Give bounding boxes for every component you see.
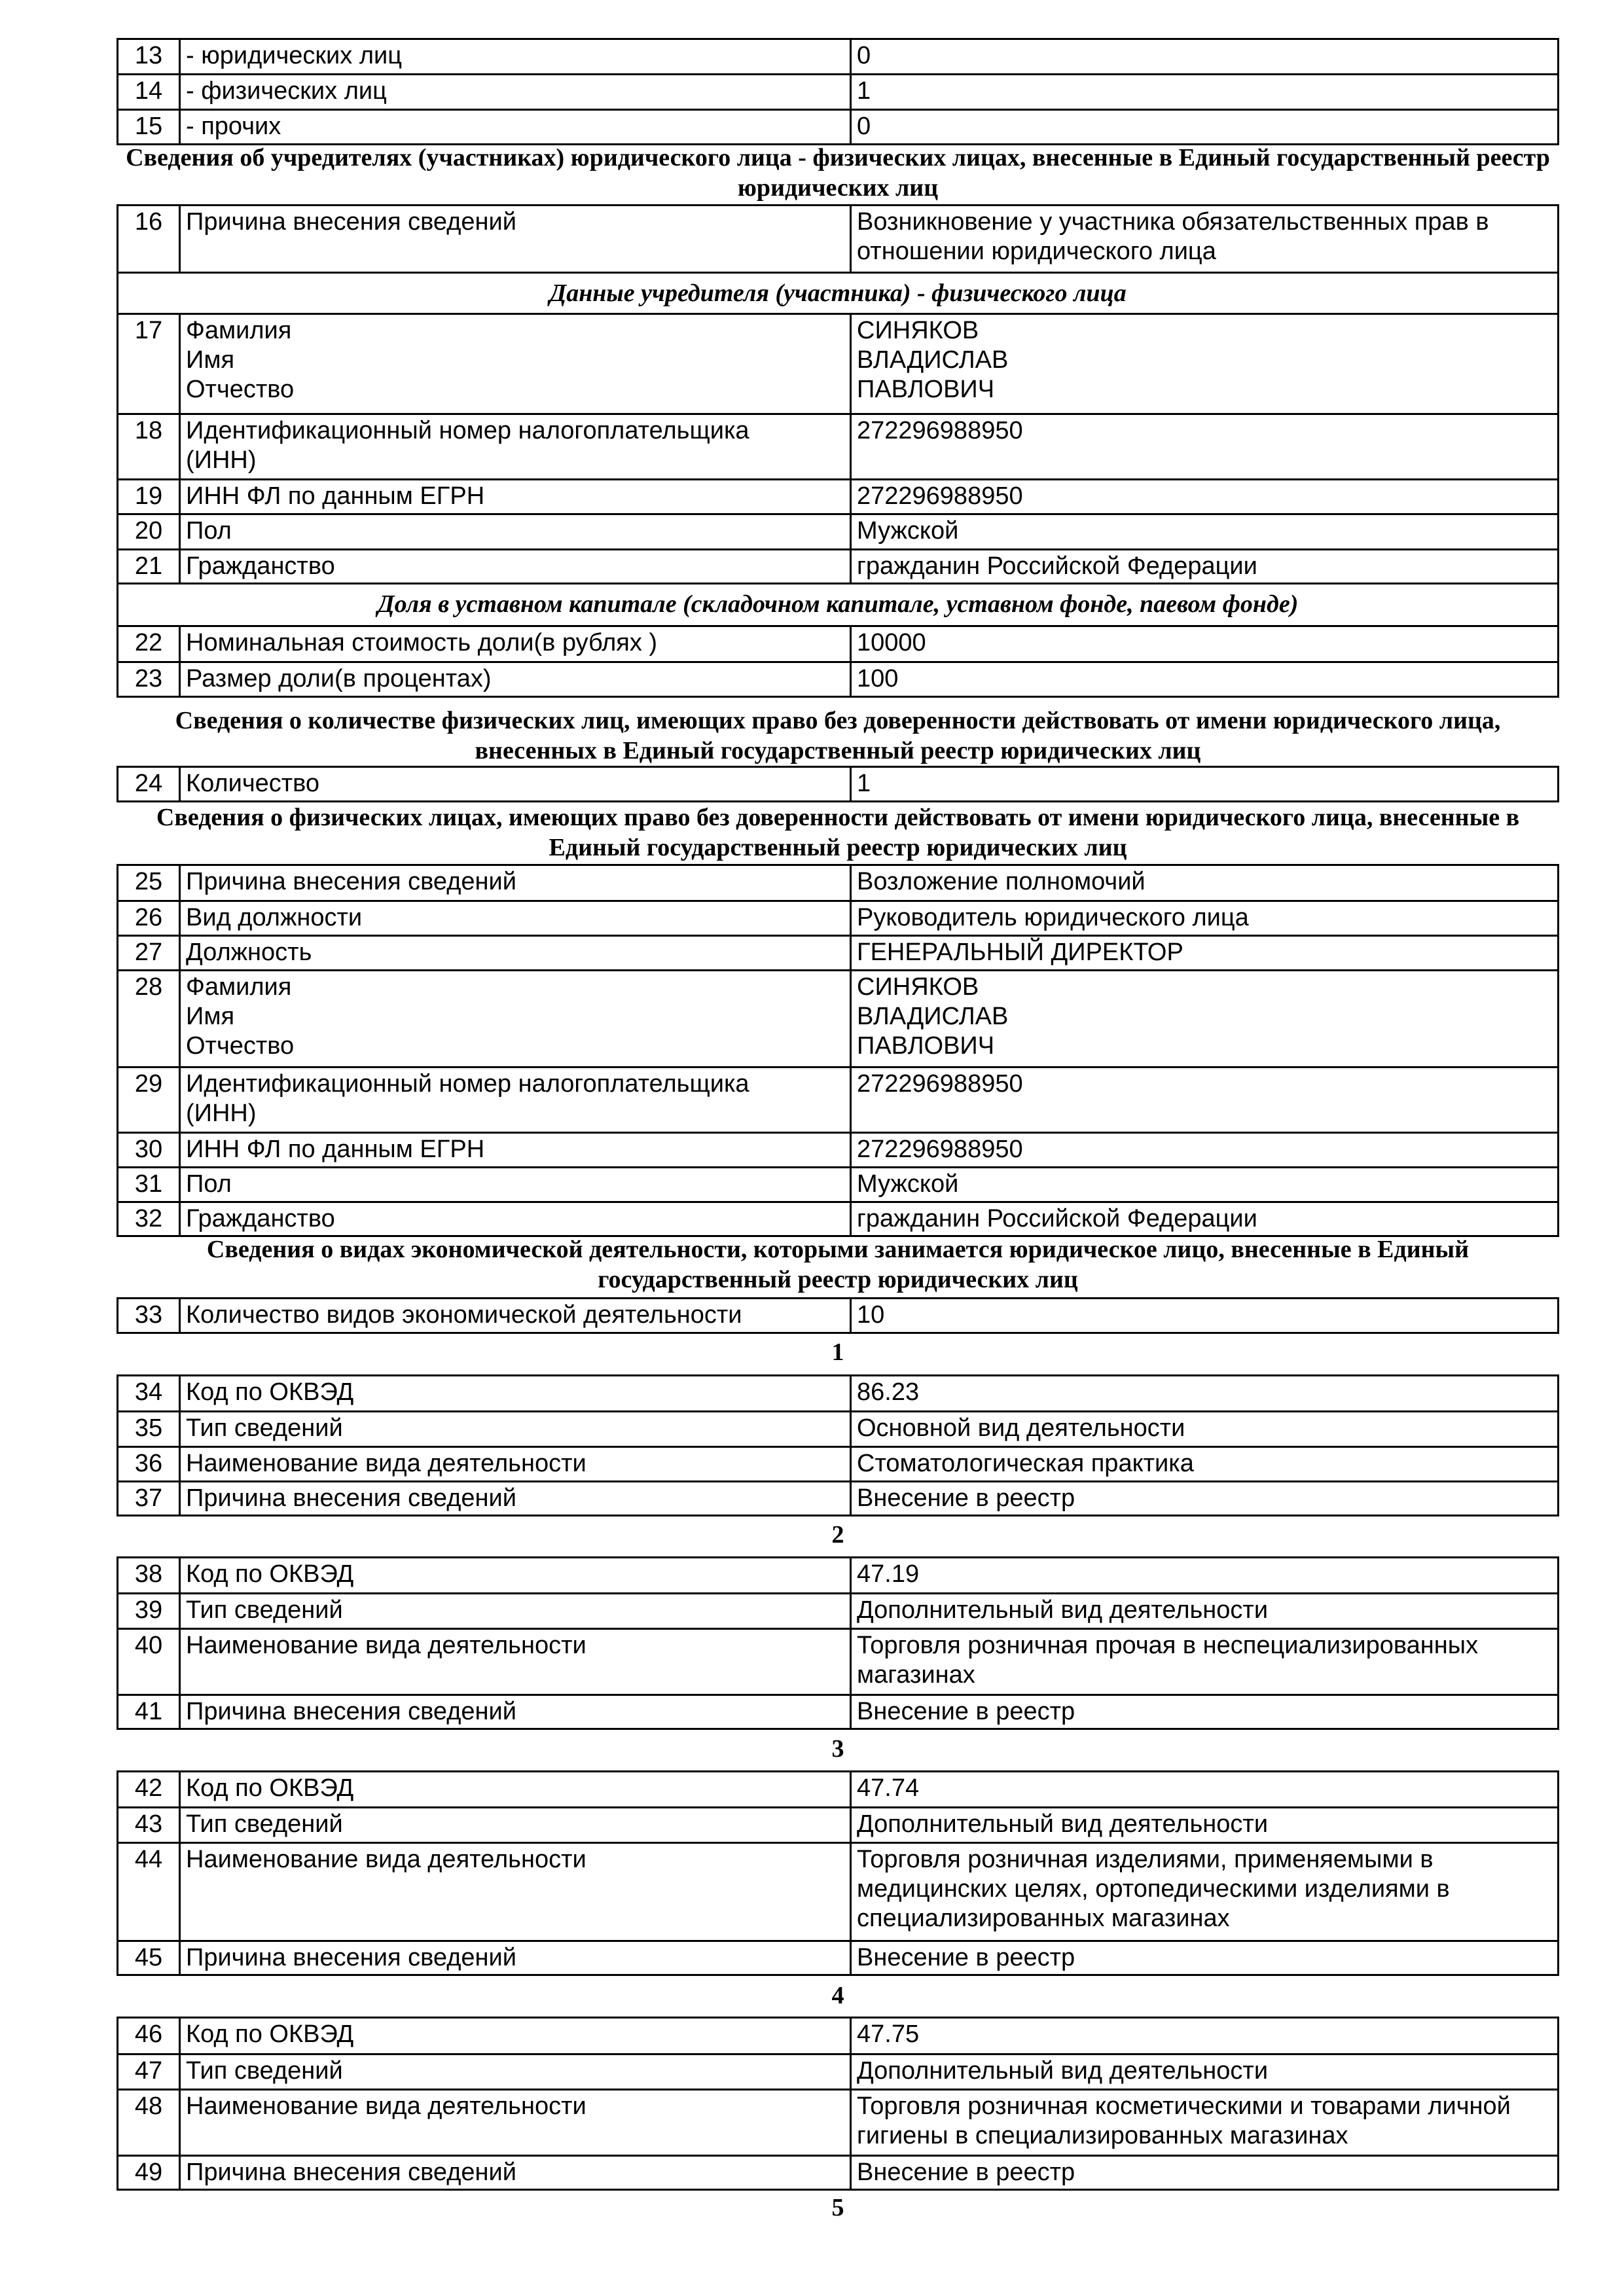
table-owners-count [117,38,1559,145]
row-number: 46 [118,2018,181,2053]
table-row [118,206,1557,272]
row-value: ГЕНЕРАЛЬНЫЙ ДИРЕКТОР [857,939,1183,966]
row-number: 21 [118,550,181,583]
row-label [181,415,852,478]
row-value: 272296988950 [857,1136,1023,1163]
value-line: ВЛАДИСЛАВ [857,346,1009,374]
label-line: Идентификационный номер налогоплательщика [186,417,749,444]
row-label: Должность [181,937,852,969]
row-value: 1 [857,770,871,797]
table-row [118,1166,1557,1201]
row-value [852,206,1557,272]
table-row [118,900,1557,935]
value-line: магазинах [857,1661,975,1689]
activity-index: 5 [831,2194,844,2221]
row-label: - юридических лиц [181,40,852,73]
row-number: 27 [118,937,181,969]
row-number: 30 [118,1134,181,1166]
label-line: Фамилия [186,973,292,1001]
row-value: 1 [857,77,871,105]
table-row [118,1694,1557,1728]
row-label: Наименование вида деятельности [181,2090,852,2155]
table-founder [117,204,1559,698]
table-activity [117,1556,1559,1730]
activity-index: 1 [831,1338,844,1366]
value-line: ВЛАДИСЛАВ [857,1003,1009,1030]
row-number: 42 [118,1772,181,1806]
row-number: 33 [118,1299,181,1332]
row-value [852,2090,1557,2155]
row-value: Внесение в реестр [857,1484,1075,1512]
row-value: 10 [857,1301,885,1329]
table-row [118,768,1557,800]
row-value: Дополнительный вид деятельности [857,2057,1269,2085]
value-line: медицинских целях, ортопедическими изделиями в [857,1875,1450,1903]
row-value: Мужской [857,1170,959,1198]
row-label: Пол [181,515,852,548]
label-line: Идентификационный номер налогоплательщика [186,1070,749,1098]
row-number: 49 [118,2157,181,2189]
row-label: Причина внесения сведений [181,1696,852,1728]
activity-index: 4 [831,1982,844,2009]
row-value: Руководитель юридического лица [857,904,1249,931]
row-number: 19 [118,480,181,513]
value-line: Торговля розничная прочая в неспециализированных [857,1632,1479,1659]
table-activity [117,1770,1559,1976]
row-label: Тип сведений [181,1594,852,1628]
row-number: 31 [118,1168,181,1201]
row-label: Код по ОКВЭД [181,1376,852,1410]
value-line: специализированных магазинах [857,1905,1230,1932]
row-label: Причина внесения сведений [181,2157,852,2189]
row-label [181,1068,852,1132]
label-line: Отчество [186,376,295,403]
row-value: Основной вид деятельности [857,1414,1185,1442]
row-value: Возложение полномочий [857,868,1146,895]
value-line: СИНЯКОВ [857,317,979,344]
table-row [118,73,1557,109]
row-number: 18 [118,415,181,478]
row-label: Наименование вида деятельности [181,1844,852,1940]
table-director [117,864,1559,1237]
row-label: Размер доли(в процентах) [181,663,852,696]
table-row [118,1806,1557,1842]
row-label [181,971,852,1066]
row-value: 47.75 [857,2020,920,2048]
row-number: 25 [118,866,181,900]
row-value: Стоматологическая практика [857,1450,1194,1477]
table-activity [117,1374,1559,1516]
row-number: 22 [118,627,181,661]
value-line: отношении юридического лица [857,238,1216,265]
row-value: Мужской [857,517,959,545]
section-heading-activities: Сведения о видах экономической деятельности, которыми занимается юридическое лицо, внесенные в Единый государственный реестр юридических лиц [206,1236,1470,1293]
table-row [118,935,1557,969]
table-row [118,513,1557,548]
table-row [118,2018,1557,2053]
row-label: Пол [181,1168,852,1201]
label-line: Имя [186,1003,235,1030]
row-label: Количество [181,768,852,800]
section-heading-founders: Сведения об учредителях (участниках) юридического лица - физических лицах, внесенные в Единый государственный реестр юридических лиц [126,144,1550,202]
row-value [852,971,1557,1066]
row-number: 28 [118,971,181,1066]
row-number: 47 [118,2055,181,2089]
row-number: 32 [118,1203,181,1235]
value-line: Возникновение у участника обязательственных прав в [857,208,1489,236]
table-row [118,1842,1557,1940]
row-value: гражданин Российской Федерации [857,552,1257,580]
label-line: (ИНН) [186,446,257,474]
label-line: Имя [186,346,235,374]
table-activity-count [117,1297,1559,1334]
table-row [118,313,1557,413]
table-row [118,969,1557,1066]
table-row [118,866,1557,900]
row-label: Вид должности [181,902,852,935]
row-label: Гражданство [181,550,852,583]
row-number: 40 [118,1630,181,1694]
row-number: 14 [118,75,181,109]
row-value: 0 [857,42,871,69]
row-value: 86.23 [857,1378,920,1406]
value-line: ПАВЛОВИЧ [857,1032,995,1060]
table-count [117,766,1559,802]
row-label: Номинальная стоимость доли(в рублях ) [181,627,852,661]
row-value: 47.19 [857,1560,920,1588]
row-number: 37 [118,1482,181,1515]
table-row [118,1201,1557,1235]
row-value: 272296988950 [857,1070,1023,1098]
row-value: 272296988950 [857,417,1023,444]
table-row [118,2155,1557,2189]
table-row [118,1446,1557,1480]
subheading-share: Доля в уставном капитале (складочном капитале, уставном фонде, паевом фонде) [118,583,1557,625]
row-value: Внесение в реестр [857,1944,1075,1971]
row-number: 43 [118,1808,181,1842]
row-value: Внесение в реестр [857,2159,1075,2186]
row-number: 45 [118,1942,181,1974]
section-heading-persons: Сведения о физических лицах, имеющих право без доверенности действовать от имени юридического лица, внесенные в Единый государственный реестр юридических лиц [156,804,1520,861]
row-number: 23 [118,663,181,696]
table-row [118,413,1557,478]
table-row [118,1480,1557,1515]
row-value: Внесение в реестр [857,1698,1075,1725]
activity-index: 2 [831,1521,844,1549]
table-row [118,625,1557,661]
label-line: Отчество [186,1032,295,1060]
row-label: Причина внесения сведений [181,866,852,900]
row-value: 0 [857,113,871,140]
row-number: 35 [118,1412,181,1446]
row-value [852,315,1557,413]
row-label: Код по ОКВЭД [181,1558,852,1592]
table-row [118,1376,1557,1410]
row-value [852,1844,1557,1940]
table-activity [117,2017,1559,2191]
value-line: Торговля розничная изделиями, применяемыми в [857,1846,1434,1873]
row-number: 48 [118,2090,181,2155]
row-number: 41 [118,1696,181,1728]
table-row [118,1592,1557,1628]
row-number: 15 [118,111,181,143]
table-row [118,109,1557,143]
row-number: 16 [118,206,181,272]
row-label: ИНН ФЛ по данным ЕГРН [181,480,852,513]
row-number: 39 [118,1594,181,1628]
row-number: 38 [118,1558,181,1592]
row-label: - прочих [181,111,852,143]
row-label: Количество видов экономической деятельности [181,1299,852,1332]
activity-index: 3 [831,1735,844,1763]
table-row [118,2053,1557,2089]
row-value [852,1630,1557,1694]
value-line: Торговля розничная косметическими и товарами личной [857,2092,1511,2120]
row-value: 272296988950 [857,482,1023,510]
table-row [118,1066,1557,1132]
row-number: 34 [118,1376,181,1410]
value-line: ПАВЛОВИЧ [857,376,995,403]
subheading-founder-data: Данные учредителя (участника) - физического лица [118,272,1557,313]
label-line: Фамилия [186,317,292,344]
table-row [118,1558,1557,1592]
row-number: 26 [118,902,181,935]
row-label: Гражданство [181,1203,852,1235]
table-row [118,1299,1557,1332]
row-value: 100 [857,665,899,692]
row-label [181,315,852,413]
row-number: 29 [118,1068,181,1132]
row-value: Дополнительный вид деятельности [857,1596,1269,1624]
row-number: 24 [118,768,181,800]
label-line: (ИНН) [186,1100,257,1127]
value-line: гигиены в специализированных магазинах [857,2122,1348,2149]
row-label: Код по ОКВЭД [181,1772,852,1806]
table-row [118,548,1557,583]
row-number: 20 [118,515,181,548]
table-row [118,661,1557,696]
row-value: Дополнительный вид деятельности [857,1810,1269,1838]
row-label: Причина внесения сведений [181,1942,852,1974]
value-line: СИНЯКОВ [857,973,979,1001]
row-label: Наименование вида деятельности [181,1448,852,1480]
row-value: 47.74 [857,1774,920,1802]
row-number: 13 [118,40,181,73]
row-label: ИНН ФЛ по данным ЕГРН [181,1134,852,1166]
table-row [118,2089,1557,2155]
row-number: 17 [118,315,181,413]
table-row [118,1410,1557,1446]
table-row [118,1772,1557,1806]
row-value: гражданин Российской Федерации [857,1205,1257,1232]
section-heading-count: Сведения о количестве физических лиц, имеющих право без доверенности действовать от имени юридического лица, внесенных в Единый государственный реестр юридических лиц [175,707,1501,764]
row-label: Код по ОКВЭД [181,2018,852,2053]
table-row [118,40,1557,73]
row-label: Наименование вида деятельности [181,1630,852,1694]
row-label: Причина внесения сведений [181,1482,852,1515]
table-row [118,1628,1557,1694]
row-label: Тип сведений [181,1412,852,1446]
table-row [118,1940,1557,1974]
row-label: - физических лиц [181,75,852,109]
table-row [118,1132,1557,1166]
row-number: 44 [118,1844,181,1940]
table-row [118,478,1557,513]
row-label: Причина внесения сведений [181,206,852,272]
row-label: Тип сведений [181,1808,852,1842]
row-label: Тип сведений [181,2055,852,2089]
row-number: 36 [118,1448,181,1480]
row-value: 10000 [857,629,926,656]
